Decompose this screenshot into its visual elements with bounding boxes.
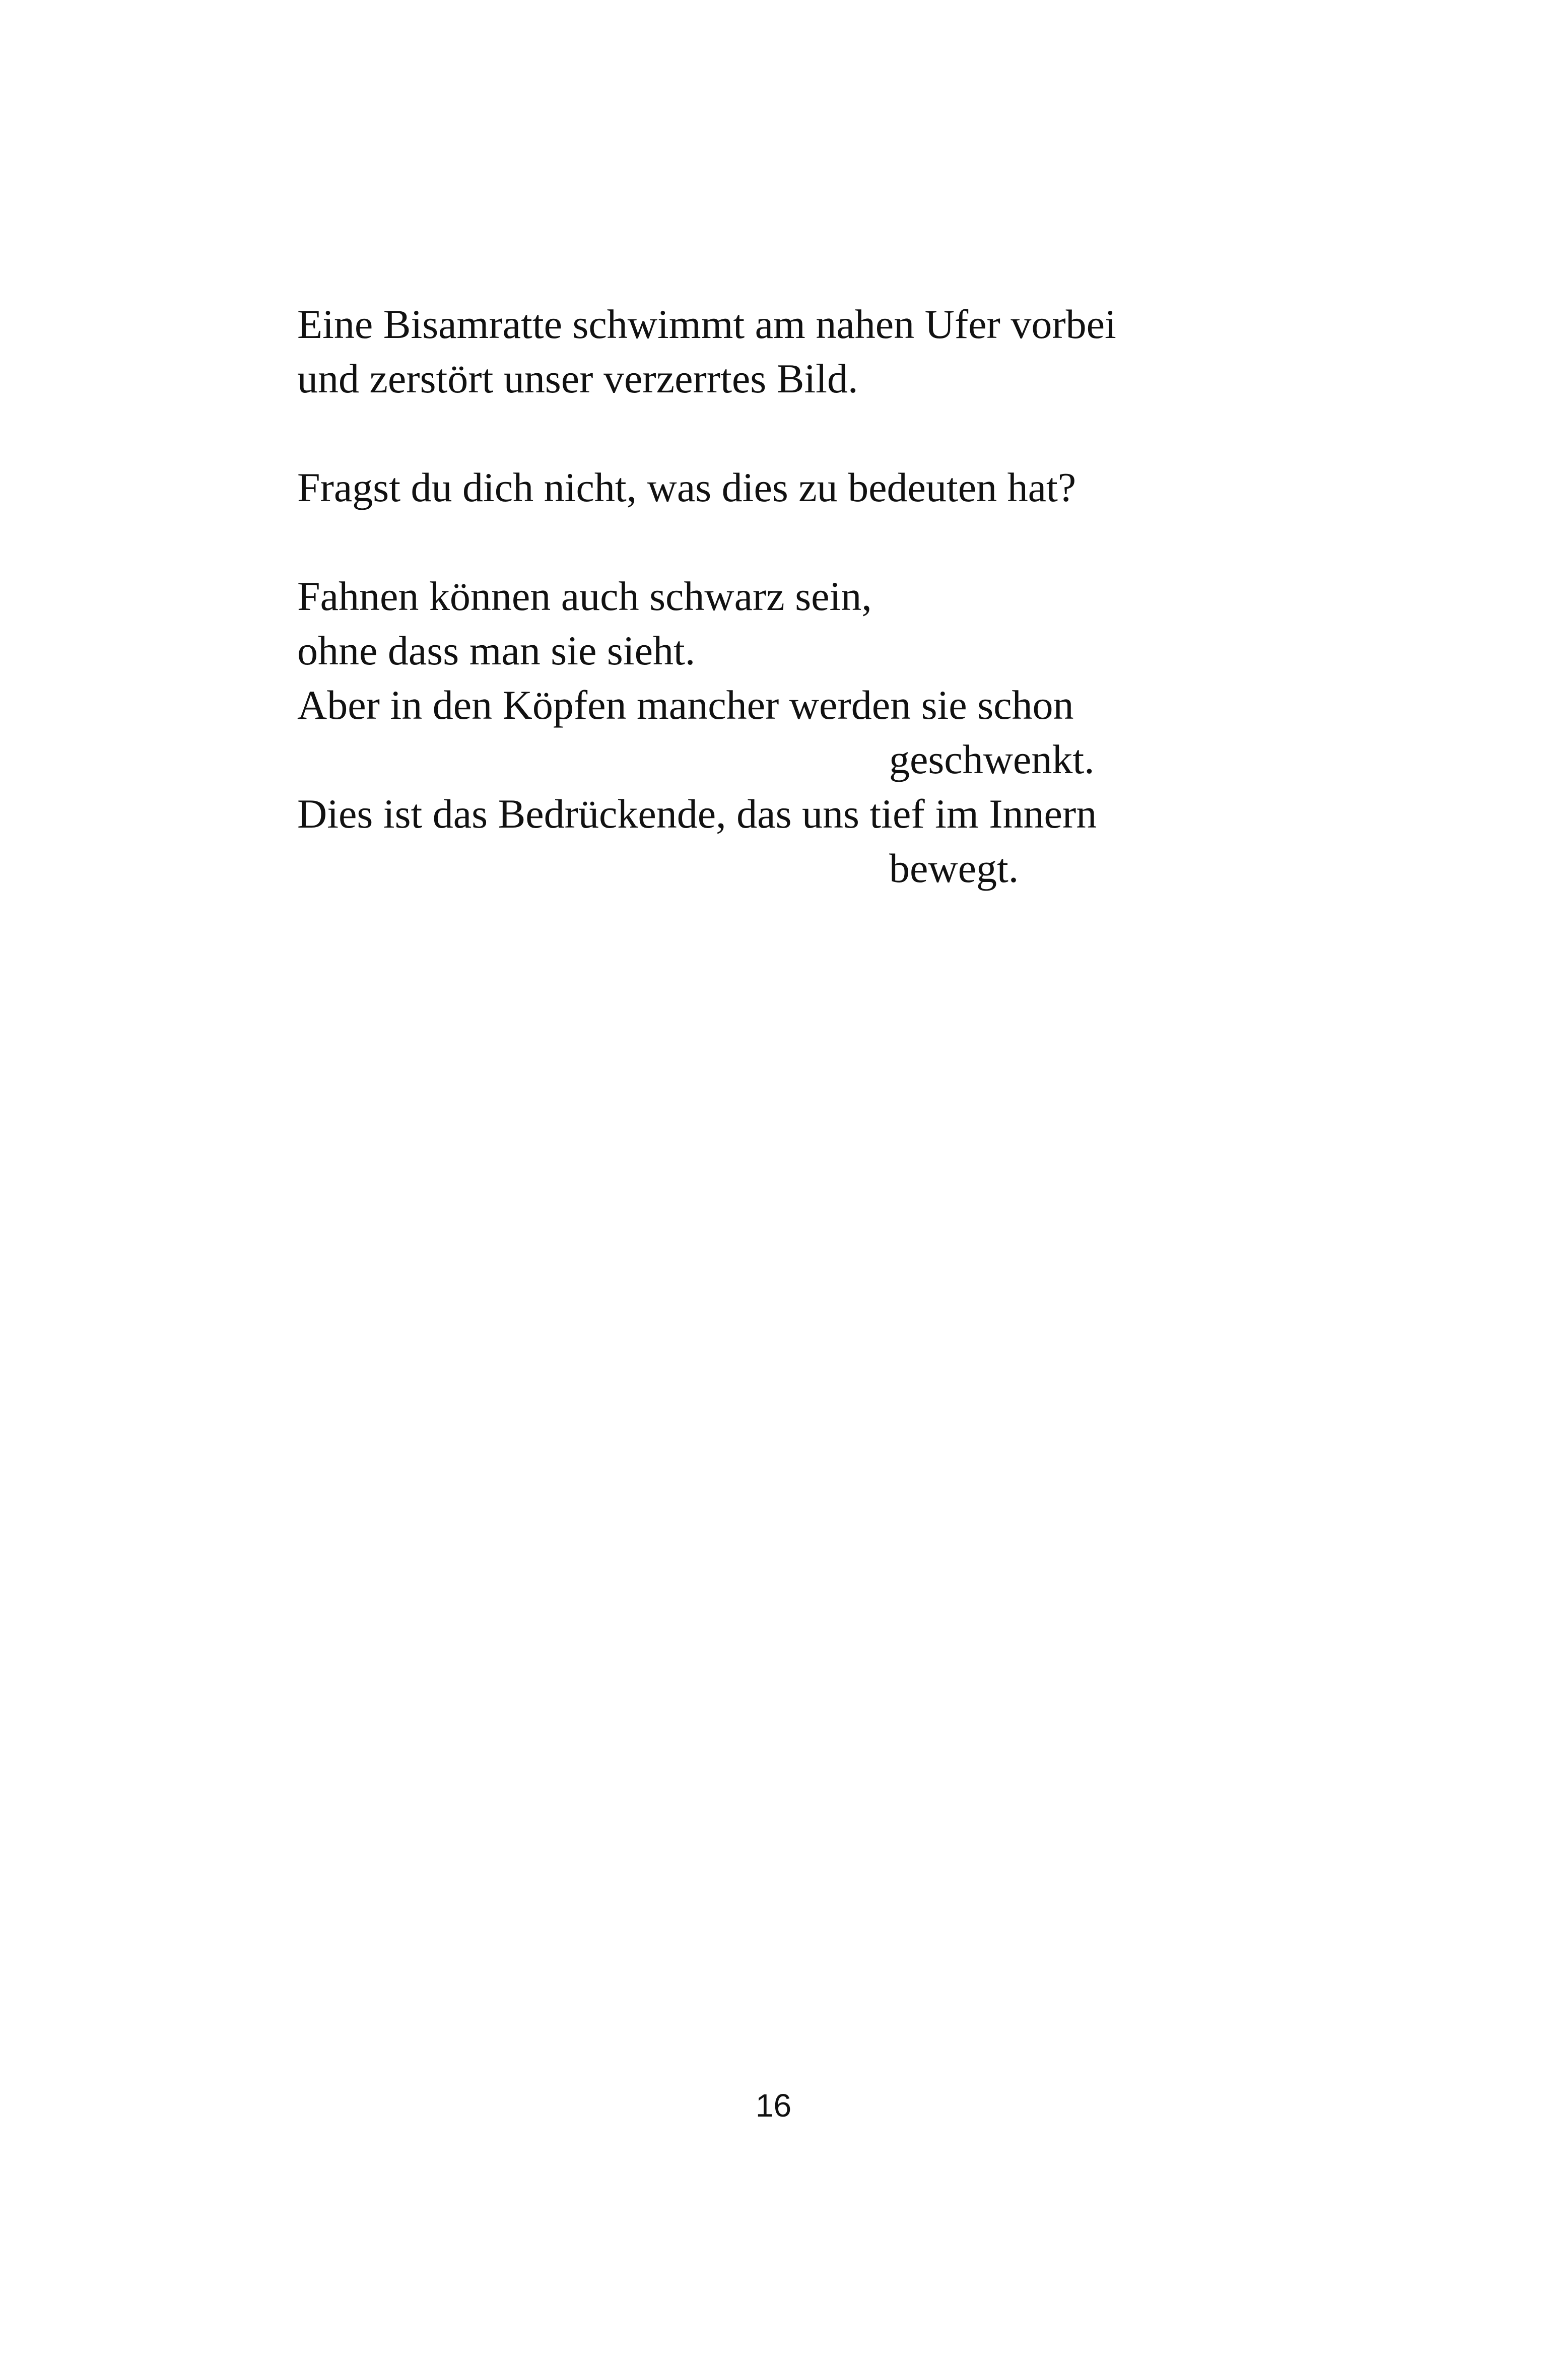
poem-line: und zerstört unser verzerrtes Bild. — [297, 356, 858, 401]
poem-line: Fahnen können auch schwarz sein, — [297, 573, 872, 619]
page-number: 16 — [755, 2087, 792, 2124]
stanza-break — [297, 406, 1305, 460]
poem-line: ohne dass man sie sieht. — [297, 628, 696, 673]
poem-line: Dies ist das Bedrückende, das uns tief im Innern — [297, 791, 1097, 837]
poem-line: Fragst du dich nicht, was dies zu bedeuten hat? — [297, 464, 1077, 510]
poem-line-continuation: bewegt. — [889, 845, 1019, 891]
poem-line: Eine Bisamratte schwimmt am nahen Ufer vorbei — [297, 301, 1116, 347]
poem-text — [297, 297, 1305, 896]
stanza-break — [297, 515, 1305, 569]
poem-line: Aber in den Köpfen mancher werden sie schon — [297, 682, 1074, 728]
poem-line-continuation: geschwenkt. — [889, 736, 1095, 782]
